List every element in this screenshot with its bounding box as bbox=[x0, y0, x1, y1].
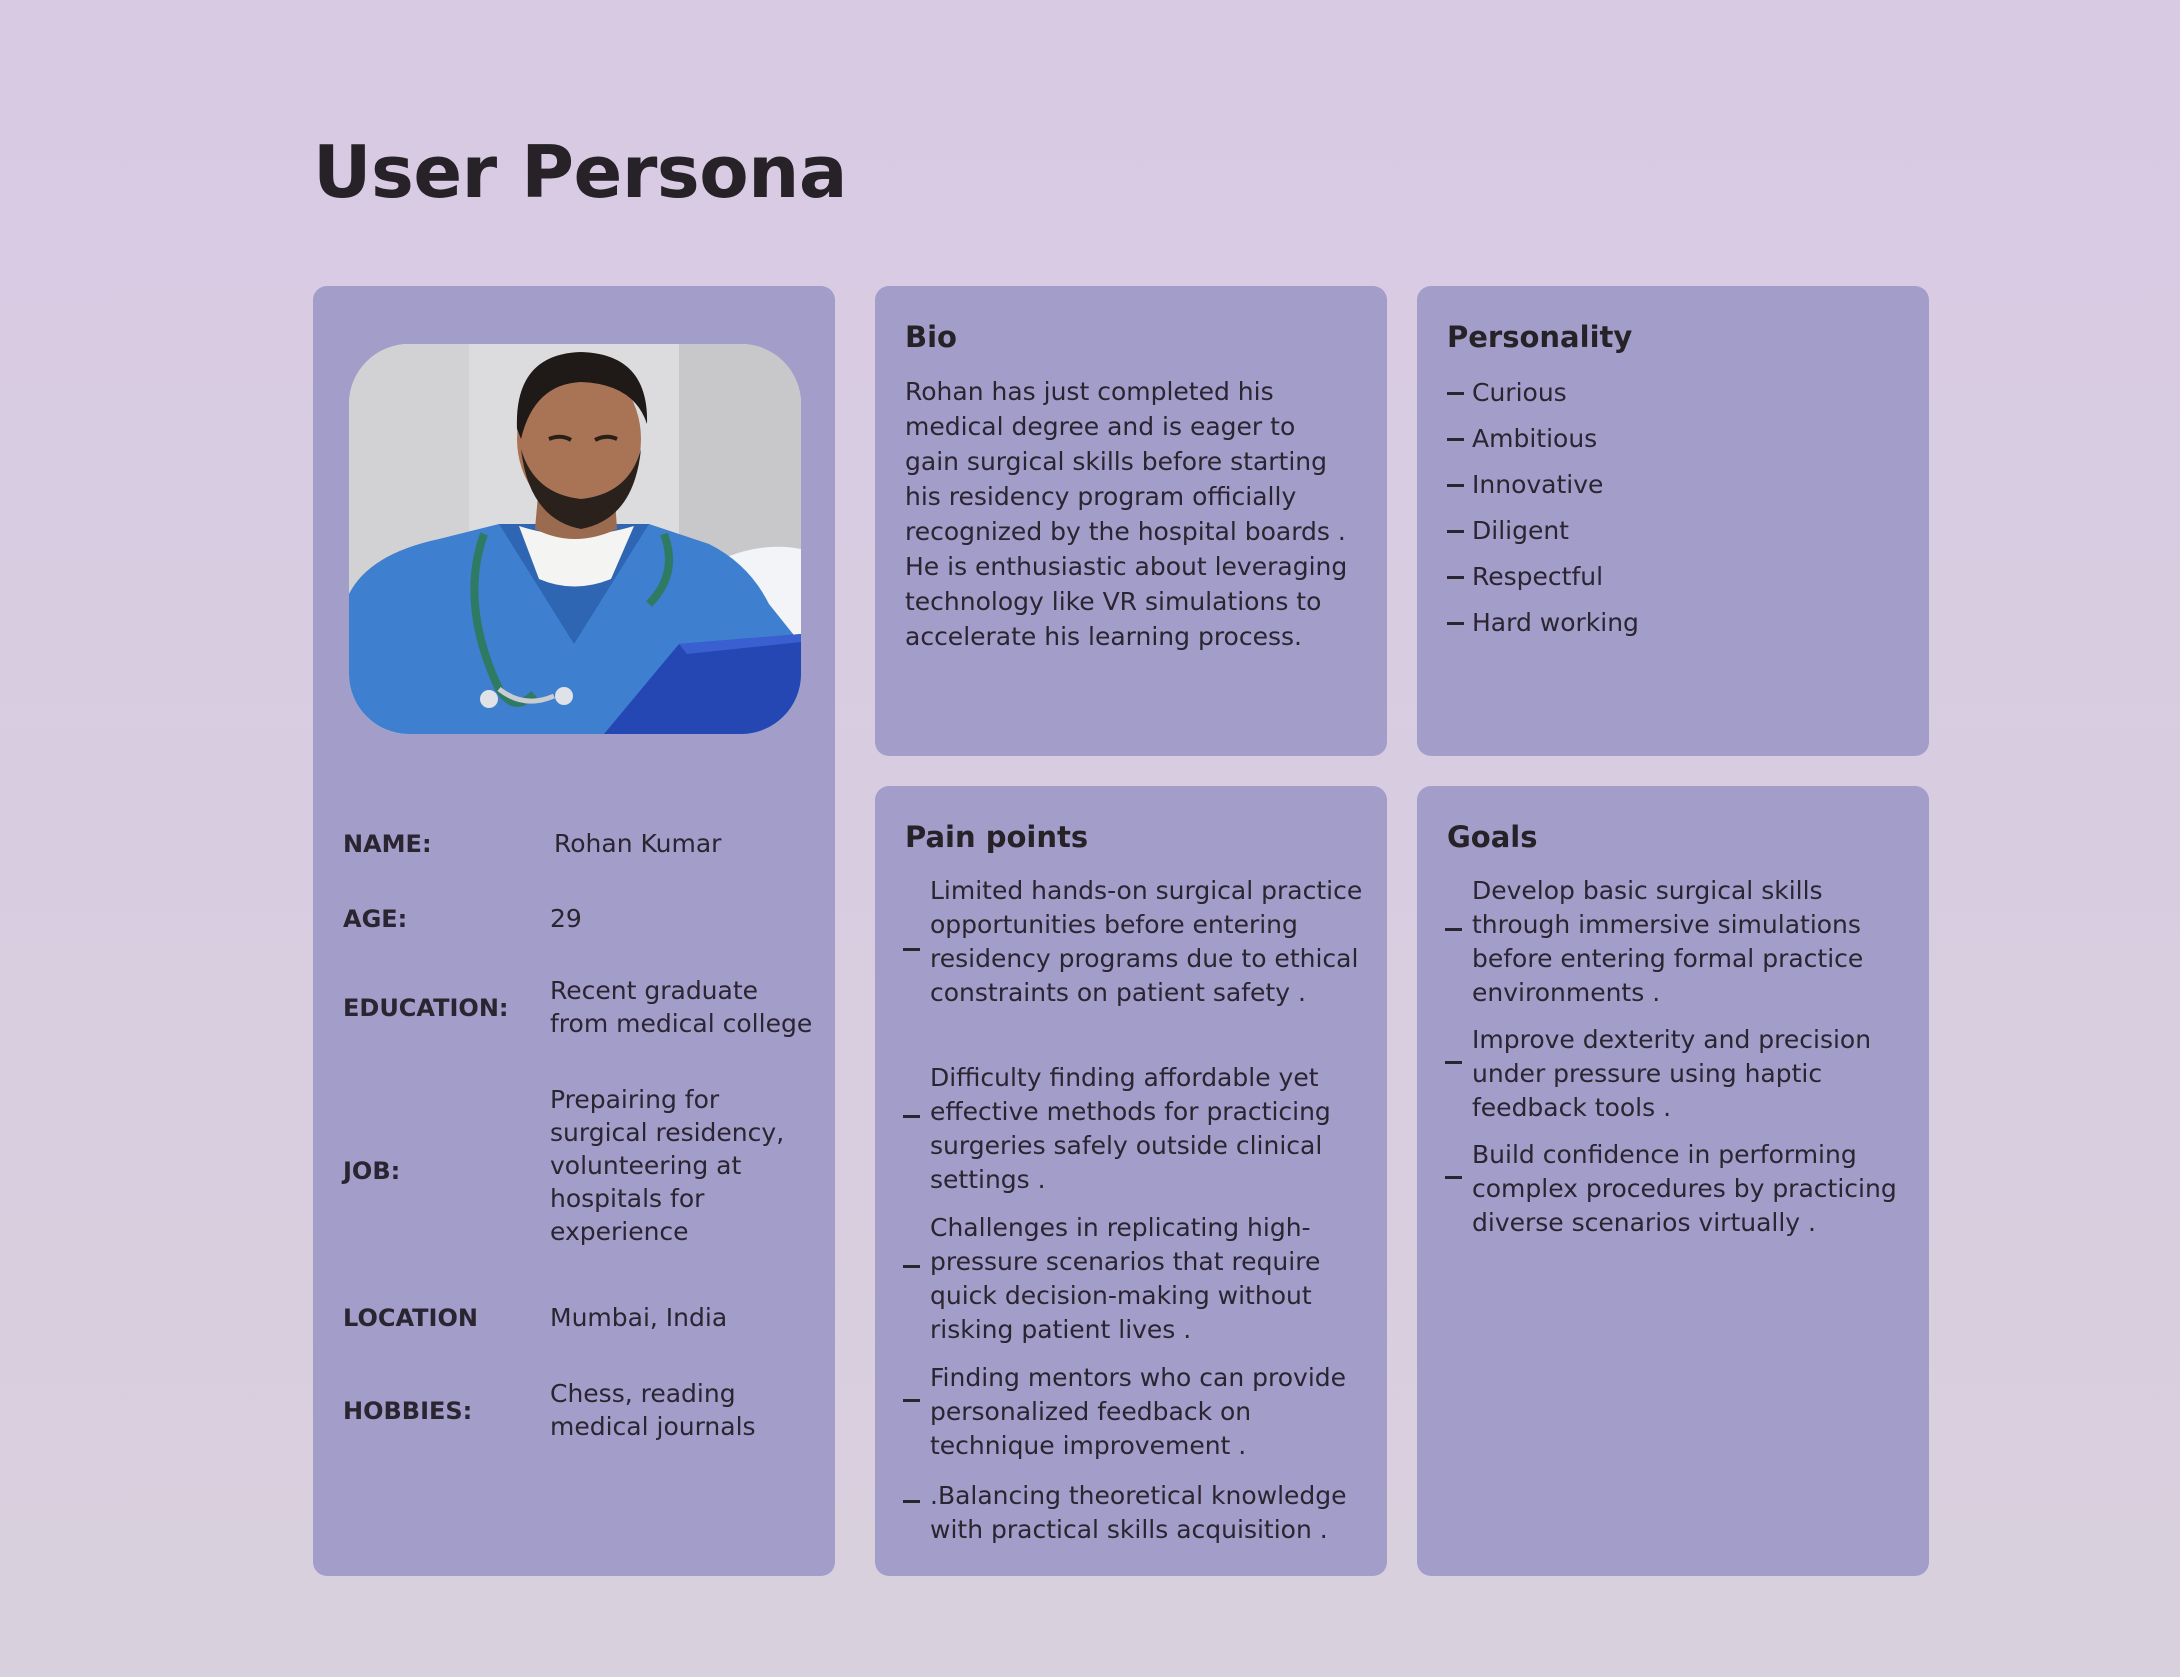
goals-title: Goals bbox=[1447, 820, 1538, 854]
dash-icon bbox=[903, 1115, 920, 1118]
location-label: LOCATION bbox=[343, 1304, 478, 1332]
bio-title: Bio bbox=[905, 320, 957, 354]
trait-label: Innovative bbox=[1472, 470, 1604, 499]
job-value: Prepairing for surgical residency, volunteering at hospitals for experience bbox=[550, 1085, 785, 1246]
pain-point-text: .Balancing theoretical knowledge with practical skills acquisition . bbox=[930, 1481, 1347, 1544]
goal-text: Develop basic surgical skills through immersive simulations before entering formal practice environments . bbox=[1472, 876, 1864, 1007]
name-value: Rohan Kumar bbox=[554, 829, 722, 858]
personality-item bbox=[1447, 376, 1639, 422]
goal-text: Build confidence in performing complex procedures by practicing diverse scenarios virtually . bbox=[1472, 1140, 1897, 1237]
trait-label: Respectful bbox=[1472, 562, 1604, 591]
education-label: EDUCATION: bbox=[343, 994, 509, 1022]
job-label: JOB: bbox=[343, 1157, 401, 1185]
personality-list bbox=[1447, 376, 1639, 652]
name-label: NAME: bbox=[343, 830, 432, 858]
dash-icon bbox=[1447, 438, 1464, 441]
pain-points-card bbox=[875, 786, 1387, 1576]
page-title: User Persona bbox=[313, 130, 847, 214]
trait-label: Curious bbox=[1472, 378, 1567, 407]
hobbies-value: Chess, reading medical journals bbox=[550, 1379, 756, 1441]
dash-icon bbox=[1447, 484, 1464, 487]
pain-point-text: Finding mentors who can provide personalized feedback on technique improvement . bbox=[930, 1363, 1347, 1460]
pain-point-text: Limited hands-on surgical practice opportunities before entering residency programs due to ethical constraints on patient safety . bbox=[930, 876, 1363, 1007]
trait-label: Diligent bbox=[1472, 516, 1569, 545]
doctor-portrait-photo bbox=[349, 344, 801, 734]
personality-item bbox=[1447, 560, 1639, 606]
dash-icon bbox=[1447, 622, 1464, 625]
personality-title: Personality bbox=[1447, 320, 1633, 354]
dash-icon bbox=[1447, 392, 1464, 395]
dash-icon bbox=[1445, 928, 1462, 931]
personality-item bbox=[1447, 422, 1639, 468]
dash-icon bbox=[903, 1500, 920, 1503]
trait-label: Hard working bbox=[1472, 608, 1639, 637]
pain-points-title: Pain points bbox=[905, 820, 1089, 854]
hobbies-label: HOBBIES: bbox=[343, 1397, 473, 1425]
dash-icon bbox=[903, 1265, 920, 1268]
pain-point-text: Challenges in replicating high-pressure scenarios that require quick decision-making without risking patient lives . bbox=[930, 1213, 1321, 1344]
personality-item bbox=[1447, 468, 1639, 514]
goals-card bbox=[1417, 786, 1929, 1576]
personality-item bbox=[1447, 606, 1639, 652]
education-value: Recent graduate from medical college bbox=[550, 976, 813, 1038]
goal-text: Improve dexterity and precision under pressure using haptic feedback tools . bbox=[1472, 1025, 1872, 1122]
age-value: 29 bbox=[550, 904, 582, 933]
bio-card bbox=[875, 286, 1387, 756]
dash-icon bbox=[1447, 576, 1464, 579]
bio-text: Rohan has just completed his medical degree and is eager to gain surgical skills before starting his residency program officially recognized by the hospital boards . He is enthusiastic about leveraging technology like VR simulations to accelerate his learning process. bbox=[905, 377, 1348, 651]
personality-item bbox=[1447, 514, 1639, 560]
pain-point-text: Difficulty finding affordable yet effective methods for practicing surgeries safely outside clinical settings . bbox=[930, 1063, 1331, 1194]
personality-card bbox=[1417, 286, 1929, 756]
dash-icon bbox=[1447, 530, 1464, 533]
location-value: Mumbai, India bbox=[550, 1303, 728, 1332]
dash-icon bbox=[903, 948, 920, 951]
dash-icon bbox=[903, 1399, 920, 1402]
age-label: AGE: bbox=[343, 905, 408, 933]
trait-label: Ambitious bbox=[1472, 424, 1598, 453]
dash-icon bbox=[1445, 1176, 1462, 1179]
profile-card bbox=[313, 286, 835, 1576]
dash-icon bbox=[1445, 1061, 1462, 1064]
